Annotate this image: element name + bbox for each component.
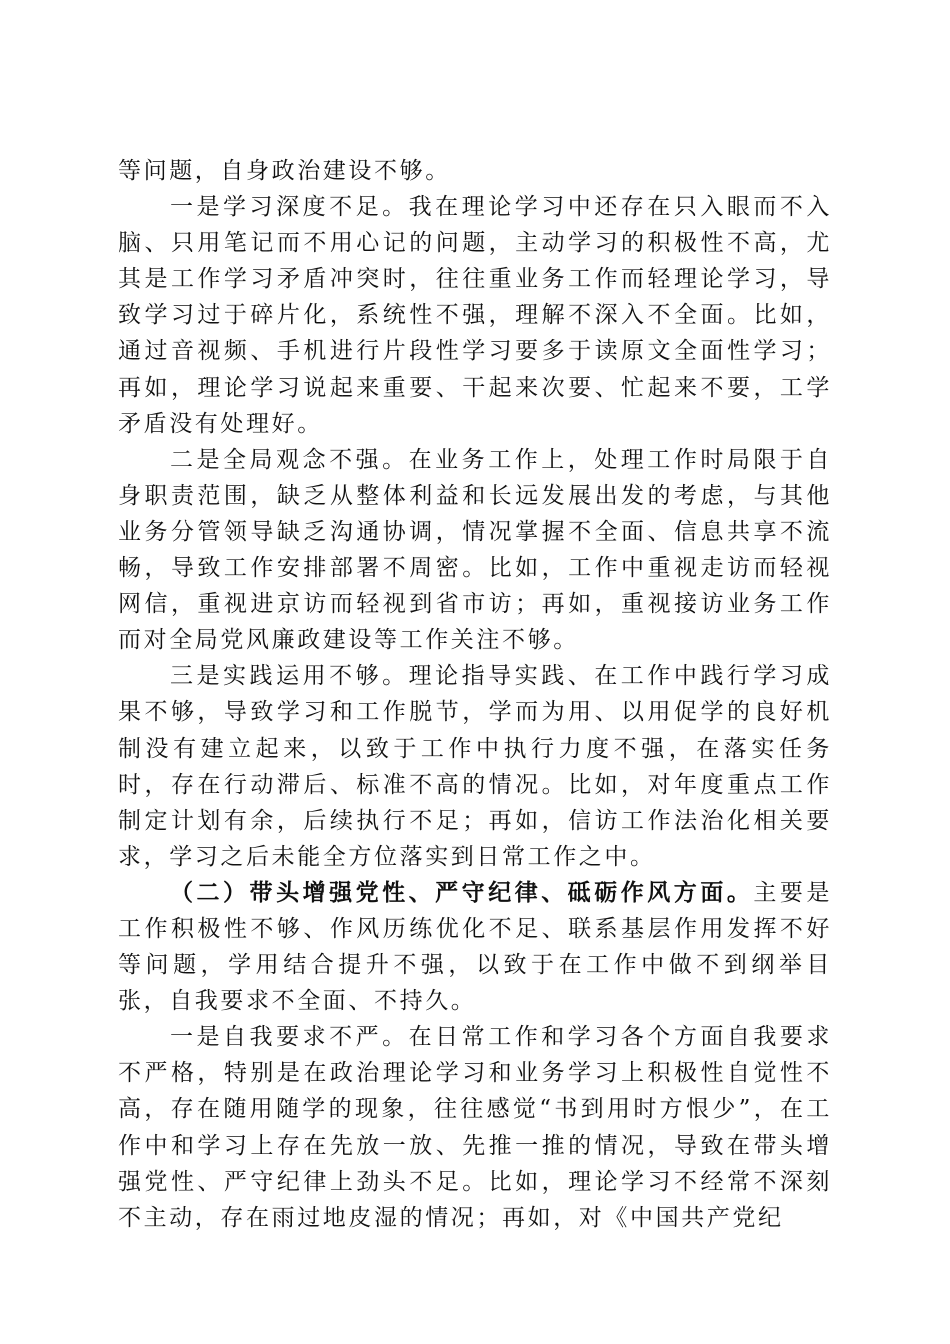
paragraph-learning-depth: 一是学习深度不足。我在理论学习中还存在只入眼而不入脑、只用笔记而不用心记的问题，主动学习的积极性不高，尤其是工作学习矛盾冲突时，往往重业务工作而轻理论学习，导致学习过于碎片化，系统性不强，理解不深入不全面。比如，通过音视频、手机进行片段性学习要多于读原文全面性学习；再如，理论学习说起来重要、干起来次要、忙起来不要，工学矛盾没有处理好。	[118, 194, 832, 437]
document-body	[118, 153, 832, 1236]
paragraph-self-discipline: 一是自我要求不严。在日常工作和学习各个方面自我要求不严格，特别是在政治理论学习和业务学习上积极性自觉性不高，存在随用随学的现象，往往感觉“书到用时方恨少”，在工作中和学习上存在先放一放、先推一推的情况，导致在带头增强党性、严守纪律上劲头不足。比如，理论学习不经常不深刻不主动，存在雨过地皮湿的情况；再如，对《中国共产党纪	[118, 1024, 832, 1231]
paragraph-practice: 三是实践运用不够。理论指导实践、在工作中践行学习成果不够，导致学习和工作脱节，学而为用、以用促学的良好机制没有建立起来，以致于工作中执行力度不强，在落实任务时，存在行动滞后、标准不高的情况。比如，对年度重点工作制定计划有余，后续执行不足；再如，信访工作法治化相关要求，学习之后未能全方位落实到日常工作之中。	[118, 663, 832, 870]
paragraph-overall-view: 二是全局观念不强。在业务工作上，处理工作时局限于自身职责范围，缺乏从整体利益和长远发展出发的考虑，与其他业务分管领导缺乏沟通协调，情况掌握不全面、信息共享不流畅，导致工作安排部署不周密。比如，工作中重视走访而轻视网信，重视进京访而轻视到省市访；再如，重视接访业务工作而对全局党风廉政建设等工作关注不够。	[118, 446, 832, 654]
paragraph-continuation: 等问题，自身政治建设不够。	[118, 158, 451, 184]
section-two-text: 主要是工作积极性不够、作风历练优化不足、联系基层作用发挥不好等问题，学用结合提升不强，以致于在工作中做不到纲举目张，自我要求不全面、不持久。	[118, 879, 832, 1015]
paragraph-section-two	[118, 875, 832, 1019]
section-two-heading: （二）带头增强党性、严守纪律、砥砺作风方面。	[170, 878, 754, 906]
